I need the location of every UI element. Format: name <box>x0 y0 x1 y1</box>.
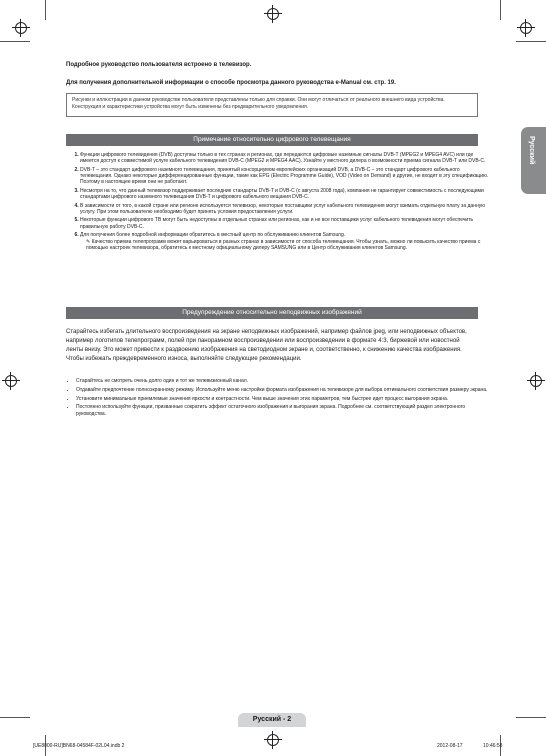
section-title-still-images: Предупреждение относительно неподвижных изображений <box>66 307 478 319</box>
registration-mark-top-left <box>15 22 27 34</box>
list-item: 4. В зависимости от того, в какой стране или регионе используется телевизор, некоторые поставщики услуг кабельного телевидения могут взимать отдельную плату за данную услугу. При этом пользователю необходимо будет принять условия предоставления услуги. <box>80 203 492 216</box>
section-title-digital-broadcast: Примечание относительно цифрового телевещания <box>66 134 478 146</box>
crop-mark <box>516 41 546 42</box>
list-item: • Постоянно используйте функции, призванные сократить эффект остаточного изображения и выгорания экрана. Подробнее см. соответствующий раздел электронного руководства. <box>76 404 488 417</box>
registration-mark-top <box>267 8 279 20</box>
registration-mark-top-right <box>520 22 532 34</box>
list-item-text: Для получения более подробной информации обратитесь в местный центр по обслуживанию клиентов Samsung. <box>80 232 346 239</box>
list-item: 5. Некоторые функции цифрового ТВ могут быть недоступны в отдельных странах или регионах, как и не все поставщики услуг кабельного телевидения могут обеспечить правильную работу DVB-C. <box>80 217 492 230</box>
crop-mark <box>45 0 46 20</box>
list-item <box>80 232 492 251</box>
disclaimer-box: Рисунки и иллюстрации в данном руководстве пользователя представлены только для справки. Они могут отличаться от реального внешнего вида устройства. Конструкция и характеристики устройства могут быть изменены без предварительного уведомления. <box>66 93 478 117</box>
registration-mark-right <box>530 375 542 387</box>
language-tab-label: Русский <box>528 136 535 165</box>
footer-date: 2012-08-17 <box>437 743 463 749</box>
registration-mark-left <box>5 375 17 387</box>
language-tab <box>521 127 546 194</box>
list-item: • Старайтесь не смотреть очень долго один и тот же телевизионный канал. <box>76 378 488 384</box>
page-number-label: Русский - 2 <box>238 713 306 727</box>
list-item: 1. Функции цифрового телевидения (DVB) доступны только в тех странах и регионах, где передаются цифровые наземные сигналы DVB-T (MPEG2 и MPEG4 AVC) или где имеется доступ к совместимой услуге кабельного телевидения DVB-C (MPEG2 и MPEG4 AAC). Узнайте у местного дилера о возможности приема сигнала DVB-T или DVB-C. <box>80 152 492 165</box>
crop-mark <box>500 0 501 20</box>
quality-note: ✎ Качество приема телепрограмм может варьироваться в разных странах в зависимости от способа телевещания. Чтобы узнать, можно ли повысить качество приема с помощью настроек телевизора, обратитесь к местному официальному дилеру SAMSUNG или в Центр обслуживания клиентов Samsung. <box>86 238 481 251</box>
footer-filename: [UE8000-RU]BN68-04584F-02L04.indb 2 <box>33 743 125 749</box>
dvb-notes-list <box>66 152 492 253</box>
footer-time: 10:46:58 <box>483 743 503 749</box>
crop-mark <box>516 717 546 718</box>
intro-line-2: Для получения дополнительной информации о способе просмотра данного руководства e-Manual см. стр. 19. <box>66 80 396 86</box>
still-image-warning-paragraph: Старайтесь избегать длительного воспроизведения на экране неподвижных изображений, например файлов jpeg, или неподвижных объектов, например логотипов телепрограмм, полей при панорамном воспроизведении или воспроизведении в формате 4:3, биржевой или новостной ленты внизу. Это может привести к раздвоению изображения на светодиодном экране и, соответственно, к снижению качества изображения. Чтобы избежать преждевременного износа, выполняйте следующие рекомендации. <box>66 329 467 362</box>
intro-line-1: Подробное руководство пользователя встроено в телевизор. <box>66 62 252 68</box>
list-item: • Отдавайте предпочтение полноэкранному режиму. Используйте меню настройки формата изображения на телевизоре для выбора оптимального соответствия размеру экрана. <box>76 387 488 393</box>
registration-mark-bottom <box>267 734 279 746</box>
crop-mark <box>0 717 30 718</box>
recommendations-list <box>66 378 488 419</box>
list-item: • Установите минимальные приемлемые значения яркости и контрастности. Чем выше значения этих параметров, тем быстрее идет процесс выгорания экрана. <box>76 396 488 402</box>
crop-mark <box>0 41 30 42</box>
list-item: 3. Несмотря на то, что данный телевизор поддерживает последние стандарты DVB-T и DVB-C (с августа 2008 года), компания не гарантирует совместимость с последующими стандартами цифрового наземного телевещания DVB-T и цифрового кабельного вещания DVB-C. <box>80 188 492 201</box>
list-item: 2. DVB-T – это стандарт цифрового наземного телевещания, принятый консорциумом европейских организаций DVB, а DVB-C – это стандарт цифрового кабельного телевещания. Однако некоторые дифференцированные функции, такие как EPG (Electric Programme Guide), VOD (Video on Demand) и другие, не входят в эту спецификацию. Поэтому в настоящее время они не работают. <box>80 167 492 186</box>
